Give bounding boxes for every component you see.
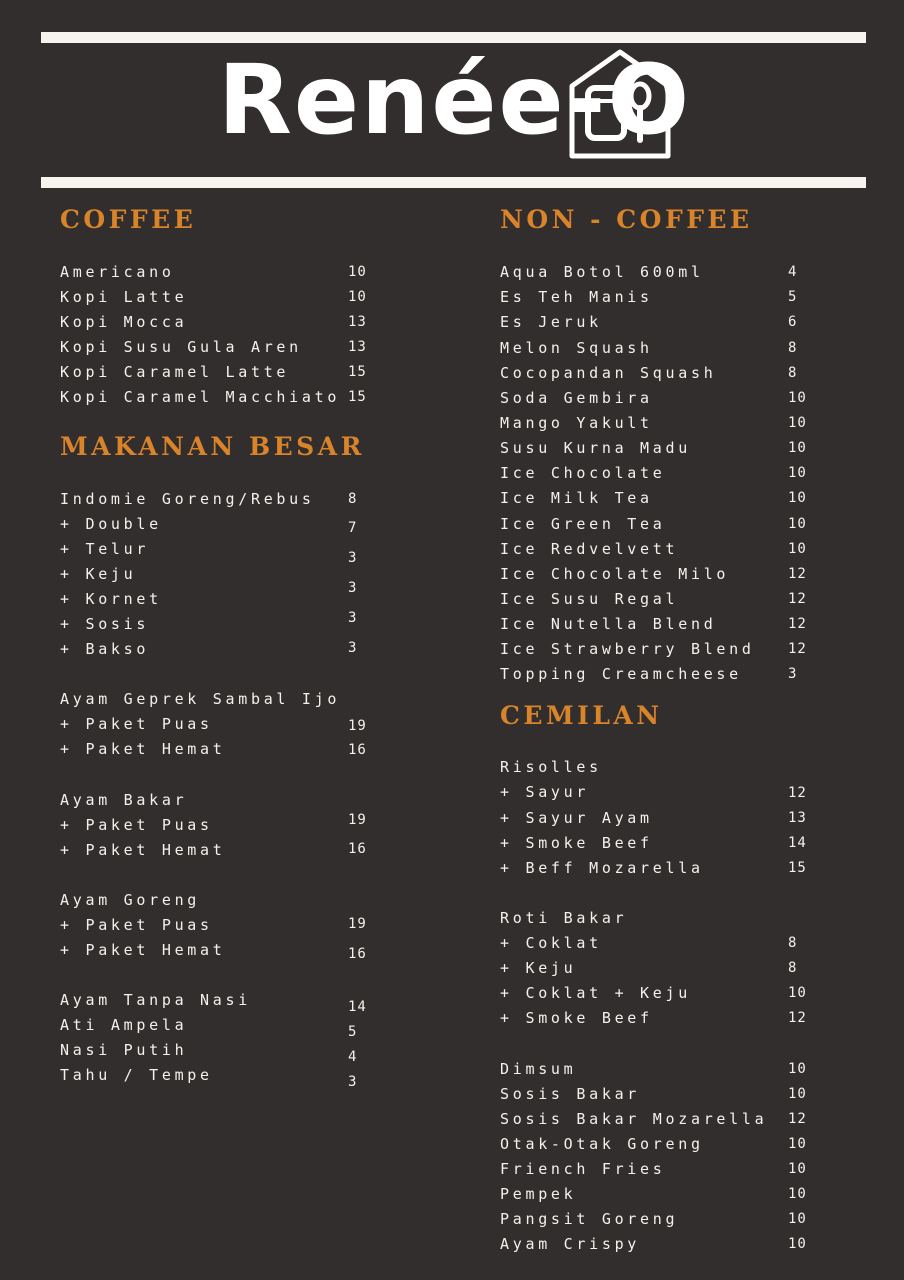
menu-item-price: 10 <box>348 264 367 280</box>
menu-item-name: Kopi Susu Gula Aren <box>60 338 302 356</box>
menu-item-price: 3 <box>348 580 358 596</box>
menu-item-name: + Paket Hemat <box>60 841 226 859</box>
menu-item-name: + Keju <box>60 565 137 583</box>
menu-item-price: 12 <box>788 785 807 801</box>
menu-item-price: 3 <box>788 666 798 682</box>
menu-item-price: 8 <box>788 340 798 356</box>
menu-item-price: 19 <box>348 812 367 828</box>
menu-item-price: 10 <box>788 1136 807 1152</box>
menu-item-name: Pempek <box>500 1185 577 1203</box>
menu-item-price: 12 <box>788 566 807 582</box>
menu-item-name: + Sayur Ayam <box>500 809 653 827</box>
menu-item-name: Sosis Bakar <box>500 1085 641 1103</box>
menu-item-price: 16 <box>348 841 367 857</box>
menu-item-price: 10 <box>788 390 807 406</box>
menu-item-price: 10 <box>788 1086 807 1102</box>
menu-item-name: Ice Chocolate <box>500 464 666 482</box>
menu-item-price: 14 <box>788 835 807 851</box>
menu-item-price: 5 <box>348 1024 358 1040</box>
menu-item-name: Ayam Geprek Sambal Ijo <box>60 690 341 708</box>
menu-item-price: 16 <box>348 742 367 758</box>
menu-item-name: Sosis Bakar Mozarella <box>500 1110 768 1128</box>
menu-item-price: 10 <box>788 415 807 431</box>
menu-item-price: 7 <box>348 520 358 536</box>
menu-item-name: Topping Creamcheese <box>500 665 742 683</box>
menu-item-name: Ayam Goreng <box>60 891 201 909</box>
menu-item-price: 19 <box>348 718 367 734</box>
menu-item-price: 6 <box>788 314 798 330</box>
menu-item-name: Melon Squash <box>500 339 653 357</box>
menu-item-name: + Double <box>60 515 162 533</box>
menu-item-price: 4 <box>348 1049 358 1065</box>
menu-item-name: + Paket Puas <box>60 816 213 834</box>
menu-item-name: Tahu / Tempe <box>60 1066 213 1084</box>
menu-item-price: 12 <box>788 641 807 657</box>
menu-item-price: 8 <box>788 365 798 381</box>
menu-item-name: Ice Strawberry Blend <box>500 640 755 658</box>
menu-item-name: + Kornet <box>60 590 162 608</box>
cup-and-spoon-house-icon <box>566 46 674 162</box>
menu-item-price: 10 <box>788 1236 807 1252</box>
section-title-cemilan: CEMILAN <box>500 701 663 730</box>
menu-item-name: Indomie Goreng/Rebus <box>60 490 315 508</box>
menu-item-name: Nasi Putih <box>60 1041 188 1059</box>
menu-item-name: + Keju <box>500 959 577 977</box>
menu-item-price: 8 <box>788 960 798 976</box>
menu-item-price: 10 <box>788 541 807 557</box>
section-title-coffee: COFFEE <box>60 205 197 234</box>
menu-item-name: + Paket Hemat <box>60 740 226 758</box>
menu-item-name: Soda Gembira <box>500 389 653 407</box>
menu-item-name: + Bakso <box>60 640 150 658</box>
menu-item-name: Aqua Botol 600ml <box>500 263 704 281</box>
menu-item-price: 10 <box>788 1186 807 1202</box>
bottom-divider <box>41 177 866 188</box>
menu-item-price: 3 <box>348 1074 358 1090</box>
menu-item-price: 14 <box>348 999 367 1015</box>
menu-item-name: Susu Kurna Madu <box>500 439 691 457</box>
menu-item-name: + Paket Puas <box>60 715 213 733</box>
brand-logo: Renée-O <box>218 44 692 156</box>
menu-item-name: Kopi Caramel Latte <box>60 363 290 381</box>
menu-item-price: 10 <box>788 440 807 456</box>
menu-item-price: 13 <box>348 339 367 355</box>
menu-item-name: Pangsit Goreng <box>500 1210 679 1228</box>
top-divider <box>41 32 866 43</box>
menu-item-price: 16 <box>348 946 367 962</box>
menu-item-name: Ice Redvelvett <box>500 540 679 558</box>
menu-item-price: 10 <box>788 1211 807 1227</box>
menu-item-name: Es Teh Manis <box>500 288 653 306</box>
menu-item-price: 10 <box>348 289 367 305</box>
menu-item-name: + Beff Mozarella <box>500 859 704 877</box>
menu-item-name: Risolles <box>500 758 602 776</box>
menu-item-name: + Coklat <box>500 934 602 952</box>
menu-item-price: 15 <box>348 389 367 405</box>
menu-item-name: Ice Nutella Blend <box>500 615 717 633</box>
menu-item-name: + Coklat + Keju <box>500 984 691 1002</box>
section-title-makanan-besar: MAKANAN BESAR <box>60 432 365 461</box>
menu-item-price: 19 <box>348 916 367 932</box>
menu-item-price: 10 <box>788 465 807 481</box>
menu-item-name: + Paket Puas <box>60 916 213 934</box>
menu-item-name: + Paket Hemat <box>60 941 226 959</box>
menu-item-name: + Sosis <box>60 615 150 633</box>
menu-item-name: Es Jeruk <box>500 313 602 331</box>
menu-item-name: + Smoke Beef <box>500 834 653 852</box>
menu-item-price: 10 <box>788 985 807 1001</box>
menu-item-name: Kopi Caramel Macchiato <box>60 388 341 406</box>
menu-item-name: Ice Green Tea <box>500 515 666 533</box>
menu-item-price: 15 <box>788 860 807 876</box>
menu-item-price: 8 <box>348 491 358 507</box>
section-title-non-coffee: NON - COFFEE <box>500 205 753 234</box>
menu-item-price: 12 <box>788 1111 807 1127</box>
menu-item-price: 10 <box>788 1061 807 1077</box>
menu-item-name: + Telur <box>60 540 150 558</box>
menu-item-price: 3 <box>348 550 358 566</box>
menu-item-name: Ayam Tanpa Nasi <box>60 991 251 1009</box>
menu-item-price: 15 <box>348 364 367 380</box>
menu-item-name: Ice Susu Regal <box>500 590 679 608</box>
menu-item-name: Cocopandan Squash <box>500 364 717 382</box>
menu-item-price: 8 <box>788 935 798 951</box>
menu-item-price: 12 <box>788 591 807 607</box>
menu-item-name: Americano <box>60 263 175 281</box>
menu-item-price: 10 <box>788 490 807 506</box>
menu-item-name: Roti Bakar <box>500 909 628 927</box>
menu-item-name: Ati Ampela <box>60 1016 188 1034</box>
menu-item-name: Friench Fries <box>500 1160 666 1178</box>
menu-item-price: 3 <box>348 640 358 656</box>
menu-item-name: Otak-Otak Goreng <box>500 1135 704 1153</box>
menu-item-name: + Smoke Beef <box>500 1009 653 1027</box>
menu-item-price: 13 <box>348 314 367 330</box>
menu-item-price: 12 <box>788 1010 807 1026</box>
menu-item-price: 4 <box>788 264 798 280</box>
menu-item-price: 10 <box>788 1161 807 1177</box>
menu-item-name: Ice Milk Tea <box>500 489 653 507</box>
menu-item-name: Dimsum <box>500 1060 577 1078</box>
menu-item-name: Ayam Crispy <box>500 1235 641 1253</box>
menu-item-name: Ayam Bakar <box>60 791 188 809</box>
menu-item-name: Ice Chocolate Milo <box>500 565 730 583</box>
menu-item-price: 10 <box>788 516 807 532</box>
menu-item-name: Mango Yakult <box>500 414 653 432</box>
menu-item-price: 3 <box>348 610 358 626</box>
menu-item-price: 13 <box>788 810 807 826</box>
menu-item-price: 12 <box>788 616 807 632</box>
menu-item-price: 5 <box>788 289 798 305</box>
menu-item-name: Kopi Latte <box>60 288 188 306</box>
menu-item-name: + Sayur <box>500 783 590 801</box>
menu-item-name: Kopi Mocca <box>60 313 188 331</box>
